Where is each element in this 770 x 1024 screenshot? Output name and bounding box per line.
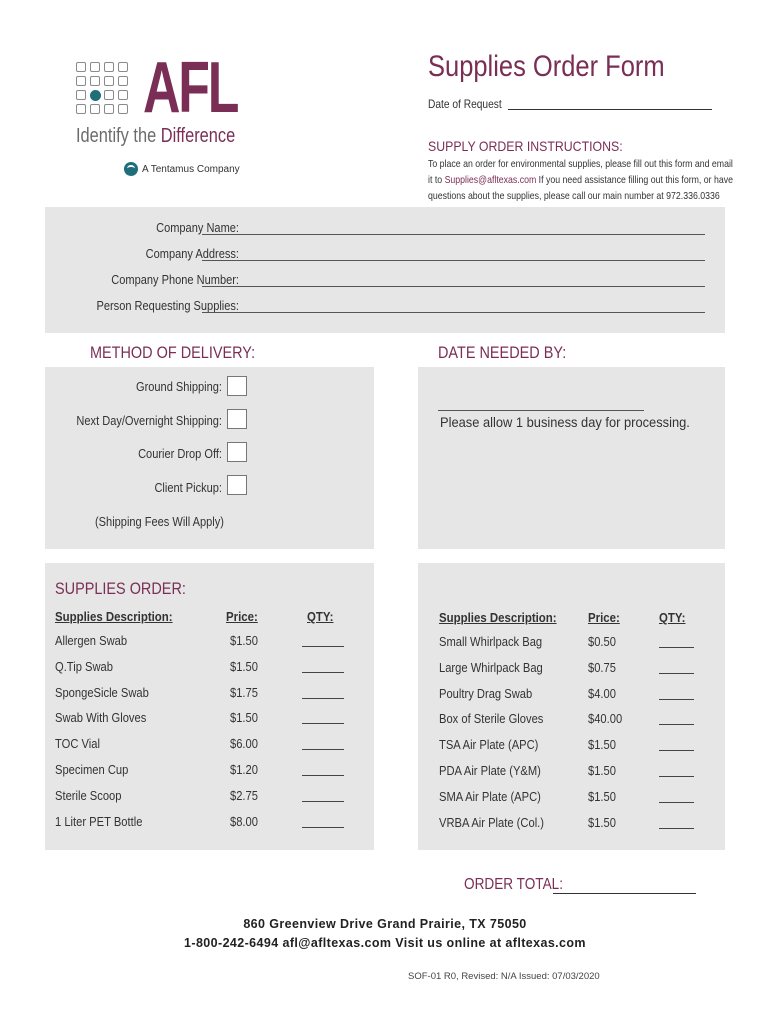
supply-name: Box of Sterile Gloves [439, 711, 544, 727]
right-price-header: Price: [588, 610, 620, 625]
supply-name: Swab With Gloves [55, 710, 147, 726]
supply-price: $4.00 [588, 685, 616, 701]
supply-name: Small Whirlpack Bag [439, 634, 543, 649]
supply-price: $8.00 [230, 813, 258, 829]
company-address-field[interactable] [202, 260, 705, 261]
supplies-right-panel [418, 563, 725, 850]
date-of-request-label: Date of Request [428, 97, 502, 111]
tagline-part2: Difference [160, 125, 236, 147]
logo-square-icon [104, 104, 114, 114]
date-needed-field[interactable] [438, 410, 644, 411]
supply-qty-field[interactable] [302, 646, 344, 647]
date-needed-panel [418, 367, 725, 549]
person-requesting-label: Person Requesting Supplies: [96, 298, 239, 313]
supply-price: $1.50 [588, 814, 616, 830]
logo-square-icon [118, 62, 128, 72]
order-total-field[interactable] [553, 893, 696, 894]
supply-price: $1.50 [230, 633, 258, 648]
supply-qty-field[interactable] [302, 672, 344, 673]
supply-price: $0.50 [588, 634, 616, 649]
supply-qty-field[interactable] [302, 827, 344, 828]
footer-address: 860 Greenview Drive Grand Prairie, TX 75050 [243, 917, 527, 931]
company-name-label: Company Name: [156, 220, 239, 235]
supply-qty-field[interactable] [302, 801, 344, 802]
courier-drop-off-label: Courier Drop Off: [138, 446, 222, 461]
supply-price: $40.00 [588, 711, 623, 727]
client-pickup-checkbox[interactable] [227, 475, 247, 495]
form-title: Supplies Order Form [428, 50, 665, 83]
instructions-part2: If you need assistance filling out this form, or have questions about the supplies, please call our main number at 972.336.0336 [428, 175, 734, 202]
revision-info: SOF-01 R0, Revised: N/A Issued: 07/03/2020 [408, 971, 600, 982]
supply-name: TSA Air Plate (APC) [439, 737, 539, 753]
logo-square-icon [104, 90, 114, 100]
supply-qty-field[interactable] [302, 723, 344, 724]
footer-contact: 1-800-242-6494 afl@afltexas.com Visit us online at afltexas.com [184, 936, 586, 950]
left-price-header: Price: [226, 609, 258, 624]
overnight-shipping-checkbox[interactable] [227, 409, 247, 429]
supplies-heading: SUPPLIES ORDER: [55, 579, 186, 598]
supply-name: Sterile Scoop [55, 787, 122, 803]
supply-name: 1 Liter PET Bottle [55, 813, 143, 829]
logo-square-icon [118, 104, 128, 114]
overnight-shipping-label: Next Day/Overnight Shipping: [76, 413, 222, 428]
supply-name: VRBA Air Plate (Col.) [439, 814, 545, 830]
logo-square-icon [118, 76, 128, 86]
instructions-part1: To place an order for environmental supplies, please fill out this form and email it to [428, 159, 733, 186]
company-phone-label: Company Phone Number: [111, 272, 239, 287]
supply-qty-field[interactable] [659, 699, 694, 700]
logo-square-icon [90, 104, 100, 114]
supply-price: $1.50 [588, 737, 616, 753]
supply-qty-field[interactable] [302, 698, 344, 699]
supply-price: $1.50 [230, 658, 258, 674]
supply-name: SMA Air Plate (APC) [439, 788, 541, 804]
tentamus-credit [124, 162, 240, 176]
supply-name: Q.Tip Swab [55, 658, 113, 674]
supplies-email-link[interactable]: Supplies@afltexas.com [444, 175, 537, 186]
supply-name: SpongeSicle Swab [55, 684, 149, 700]
company-address-label: Company Address: [145, 246, 239, 261]
supply-price: $0.75 [588, 659, 616, 675]
logo-square-icon [76, 76, 86, 86]
supply-name: Poultry Drag Swab [439, 685, 533, 701]
tentamus-text: A Tentamus Company [142, 163, 240, 175]
logo-square-icon [76, 62, 86, 72]
supply-qty-field[interactable] [659, 724, 694, 725]
supply-qty-field[interactable] [659, 750, 694, 751]
supply-qty-field[interactable] [659, 802, 694, 803]
date-of-request-field[interactable] [508, 109, 712, 110]
left-qty-header: QTY: [307, 609, 334, 624]
logo-dot-icon [90, 90, 101, 101]
logo-tagline [76, 125, 235, 148]
logo-square-icon [90, 62, 100, 72]
client-pickup-label: Client Pickup: [154, 480, 222, 495]
brand-logo: AFL [143, 48, 238, 128]
delivery-heading: METHOD OF DELIVERY: [90, 343, 256, 362]
supply-price: $1.75 [230, 684, 258, 700]
supply-name: Allergen Swab [55, 633, 128, 648]
left-description-header: Supplies Description: [55, 609, 173, 624]
ground-shipping-checkbox[interactable] [227, 376, 247, 396]
shipping-fees-note: (Shipping Fees Will Apply) [95, 514, 224, 529]
logo-square-icon [76, 90, 86, 100]
supply-qty-field[interactable] [302, 749, 344, 750]
company-phone-field[interactable] [202, 286, 705, 287]
instructions-text [428, 157, 738, 205]
supply-name: Specimen Cup [55, 762, 129, 777]
right-qty-header: QTY: [659, 610, 686, 625]
supplies-left-panel [45, 563, 374, 850]
order-total-label: ORDER TOTAL: [464, 876, 563, 893]
supply-price: $1.50 [230, 710, 258, 726]
logo-square-icon [90, 76, 100, 86]
supply-qty-field[interactable] [302, 775, 344, 776]
supply-name: PDA Air Plate (Y&M) [439, 763, 541, 778]
logo-square-icon [118, 90, 128, 100]
person-requesting-field[interactable] [202, 312, 705, 313]
supply-price: $1.20 [230, 762, 258, 777]
logo-square-icon [104, 62, 114, 72]
delivery-panel [45, 367, 374, 549]
company-name-field[interactable] [202, 234, 705, 235]
supply-name: TOC Vial [55, 736, 100, 752]
tagline-part1: Identify the [76, 125, 161, 147]
supply-price: $1.50 [588, 763, 616, 778]
processing-note: Please allow 1 business day for processing. [440, 414, 690, 430]
company-info-panel [45, 207, 725, 333]
tentamus-logo-icon [124, 162, 138, 176]
logo-square-icon [104, 76, 114, 86]
instructions-title: SUPPLY ORDER INSTRUCTIONS: [428, 138, 623, 154]
supply-qty-field[interactable] [659, 776, 694, 777]
courier-drop-off-checkbox[interactable] [227, 442, 247, 462]
supply-qty-field[interactable] [659, 828, 694, 829]
supply-name: Large Whirlpack Bag [439, 659, 543, 675]
supply-price: $1.50 [588, 788, 616, 804]
right-description-header: Supplies Description: [439, 610, 557, 625]
supply-qty-field[interactable] [659, 647, 694, 648]
supply-price: $2.75 [230, 787, 258, 803]
date-needed-heading: DATE NEEDED BY: [438, 343, 567, 362]
supply-qty-field[interactable] [659, 673, 694, 674]
supply-price: $6.00 [230, 736, 258, 752]
logo-square-icon [76, 104, 86, 114]
logo-grid-icon [76, 62, 132, 118]
ground-shipping-label: Ground Shipping: [135, 379, 222, 394]
